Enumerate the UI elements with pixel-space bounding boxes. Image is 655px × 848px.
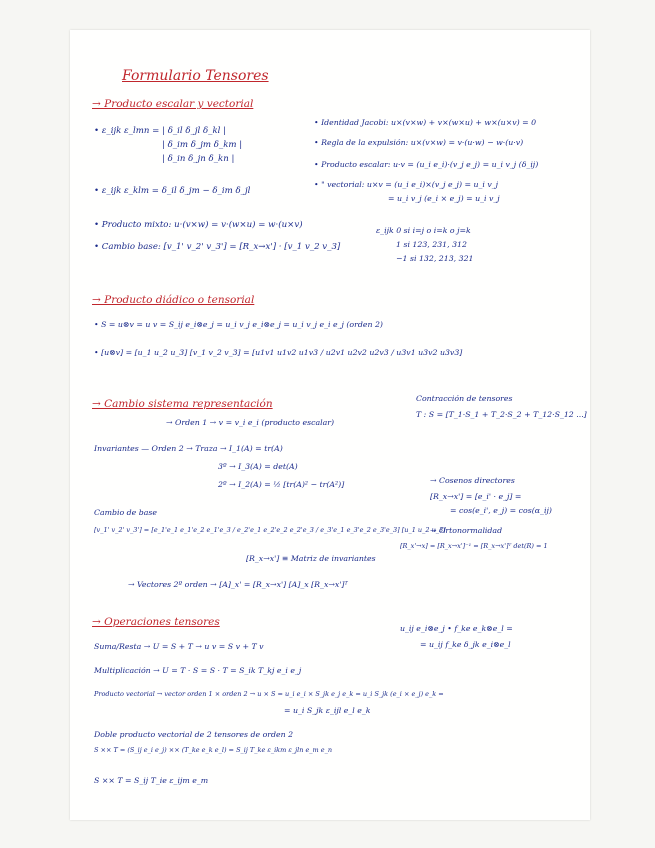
- formula-vector-product-tensor-result: = u_i S_jk ε_ijl e_l e_k: [284, 706, 371, 715]
- formula-scalar-product: • Producto escalar: u·v = (u_i e_i)·(v_j e_j) = u_i v_j (δ_ij): [314, 160, 539, 169]
- formula-levi-civita-det-row1: • ε_ijk ε_lmn = | δ_il δ_jl δ_kl |: [94, 126, 227, 136]
- formula-vector-product: • " vectorial: u×v = (u_i e_i)×(v_j e_j) = u_i v_j: [314, 180, 499, 189]
- invariant-third: 3º → I_3(A) = det(A): [218, 462, 298, 471]
- formula-second-order-change: → Vectores 2º orden → [A]_x' = [R_x→x'] [A]_x [R_x→x']ᵀ: [128, 580, 348, 589]
- formula-multiplication: Multiplicación → U = T · S = S · T = S_ik T_kj e_i e_j: [94, 666, 302, 675]
- formula-contraction: T : S = [T_1·S_1 + T_2·S_2 + T_12·S_12 ...]: [416, 410, 587, 419]
- notes-page: [70, 30, 590, 820]
- formula-contraction-product: u_ij e_i⊗e_j • f_ke e_k⊗e_l =: [400, 624, 513, 633]
- formula-vector-product-tensor: Producto vectorial → vector orden 1 × orden 2 → u × S = u_i e_i × S_jk e_j e_k = u_i S_jk (e_i × e_j) e_k =: [94, 690, 444, 698]
- formula-sum-difference: Suma/Resta → U = S + T → u v = S v + T v: [94, 642, 264, 651]
- formula-change-of-base-matrix: [v_1' v_2' v_3'] = [e_1'e_1 e_1'e_2 e_1'e_3 / e_2'e_1 e_2'e_2 e_2'e_3 / e_3'e_1 e_3'e_2 e_3'e_3] [u_1 u_2 u_3]: [94, 526, 446, 534]
- formula-change-of-base: • Cambio base: [v_1' v_2' v_3'] = [R_x→x'] · [v_1 v_2 v_3]: [94, 242, 341, 252]
- formula-mixed-product: • Producto mixto: u·(v×w) = v·(w×u) = w·(u×v): [94, 220, 303, 230]
- formula-levi-civita-det-row2: | δ_im δ_jm δ_km |: [162, 140, 243, 150]
- director-cosines-label: → Cosenos directores: [430, 476, 515, 485]
- formula-double-vector-product: S ×× T = (S_ij e_i e_j) ×× (T_ke e_k e_l) = S_ij T_ke ε_ikm ε_jln e_m e_n: [94, 746, 333, 754]
- page-title: Formulario Tensores: [122, 68, 269, 84]
- formula-jacobi: • Identidad Jacobi: u×(v×w) + v×(w×u) + w×(u×v) = 0: [314, 118, 537, 127]
- invariants-matrix-note: [R_x→x'] ≡ Matriz de invariantes: [246, 554, 376, 563]
- section-heading-tensor-operations: → Operaciones tensores: [92, 616, 220, 628]
- double-vector-product-label: Doble producto vectorial de 2 tensores de orden 2: [94, 730, 294, 739]
- formula-orthonormality: [R_x'→x] = [R_x→x']⁻¹ = [R_x→x']ᵀ det(R) = 1: [400, 542, 548, 550]
- formula-vector-product-cont: = u_i v_j (e_i × e_j) = u_i v_j: [388, 194, 500, 203]
- invariant-second: 2º → I_2(A) = ½ [tr(A)² − tr(A²)]: [218, 480, 345, 489]
- formula-rotation-matrix: [R_x→x'] = [e_i' · e_j] =: [430, 492, 522, 501]
- invariants-order2-trace: Invariantes — Orden 2 → Traza → I_1(A) = tr(A): [94, 444, 283, 453]
- section-heading-dyadic: → Producto diádico o tensorial: [92, 294, 255, 306]
- formula-rotation-cosines: = cos(e_i', e_j) = cos(α_ij): [450, 506, 552, 515]
- epsilon-case-zero: ε_ijk 0 si i=j o i=k o j=k: [376, 226, 471, 235]
- formula-expulsion: • Regla de la expulsión: u×(v×w) = v·(u·w) − w·(u·v): [314, 138, 524, 147]
- section-heading-change-of-system: → Cambio sistema representación: [92, 398, 273, 410]
- formula-dyadic-matrix: • [u⊗v] = [u_1 u_2 u_3] [v_1 v_2 v_3] = [u1v1 u1v2 u1v3 / u2v1 u2v2 u2v3 / u3v1 u3v2 u3v3]: [94, 348, 463, 357]
- formula-dyadic-definition: • S = u⊗v = u v = S_ij e_i⊗e_j = u_i v_j e_i⊗e_j = u_i v_j e_i e_j (orden 2): [94, 320, 383, 329]
- change-of-base-label: Cambio de base: [94, 508, 158, 517]
- formula-levi-civita-det-row3: | δ_in δ_jn δ_kn |: [162, 154, 235, 164]
- section-heading-scalar-vector: → Producto escalar y vectorial: [92, 98, 254, 110]
- formula-contraction-result: = u_ij f_ke δ_jk e_i⊗e_l: [420, 640, 511, 649]
- formula-double-vector-product-result: S ×× T = S_ij T_ie ε_ijm e_m: [94, 776, 209, 785]
- invariant-order1: → Orden 1 → v = v_i e_i (producto escalar): [166, 418, 335, 427]
- orthonormality-label: → Ortonormalidad: [430, 526, 503, 535]
- formula-epsilon-delta: • ε_ijk ε_klm = δ_il δ_jm − δ_im δ_jl: [94, 186, 251, 196]
- contraction-label: Contracción de tensores: [416, 394, 513, 403]
- epsilon-case-minus-one: −1 si 132, 213, 321: [396, 254, 474, 263]
- epsilon-case-one: 1 si 123, 231, 312: [396, 240, 467, 249]
